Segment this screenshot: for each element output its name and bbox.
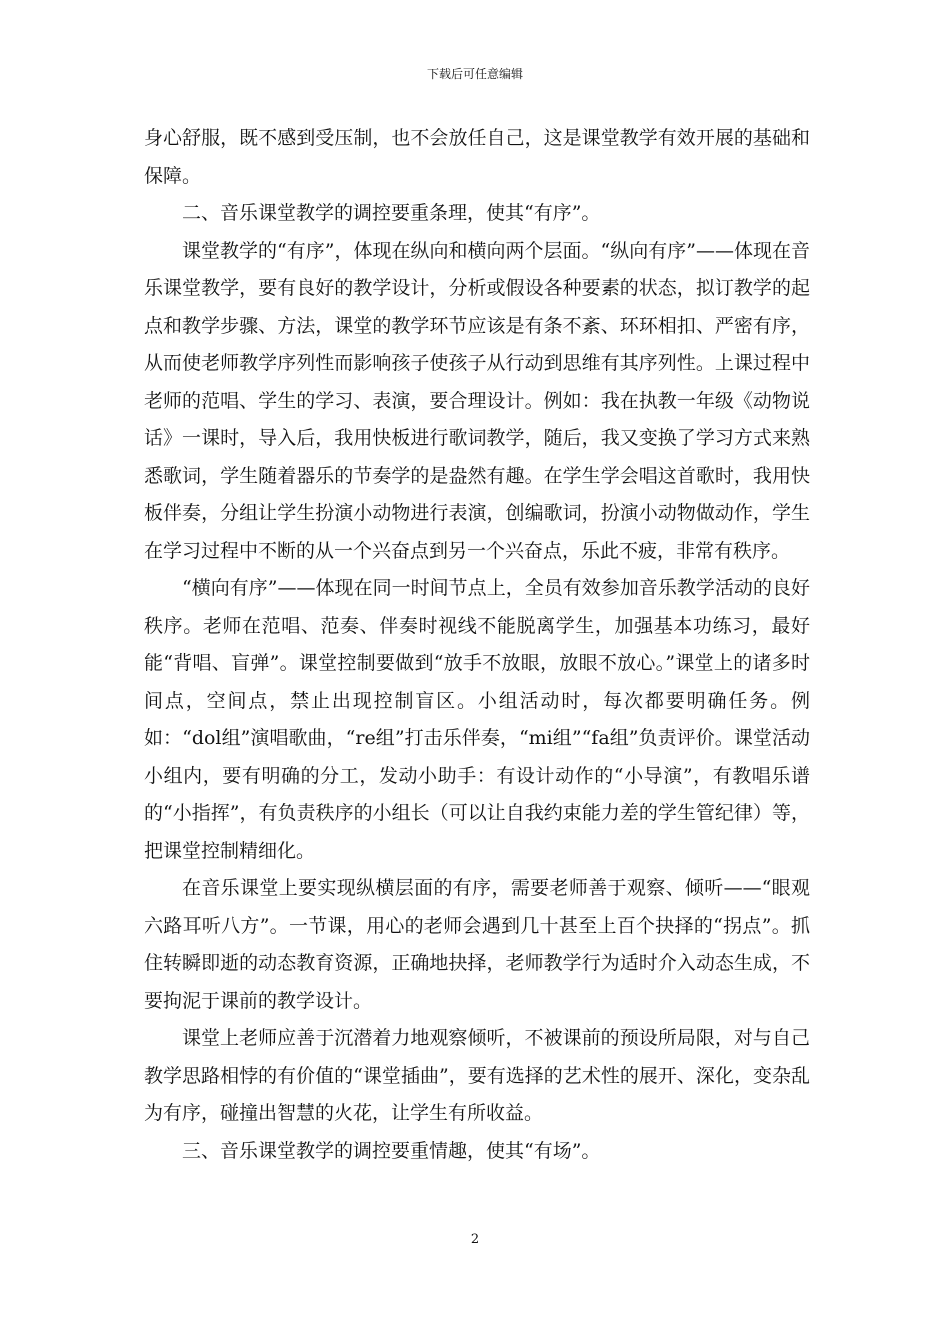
page-number: 2 xyxy=(470,1232,480,1247)
paragraph: 二、音乐课堂教学的调控要重条理，使其“有序”。 xyxy=(182,202,601,224)
paragraph: 课堂教学的“有序”，体现在纵向和横向两个层面。“纵向有序”——体现在音乐课堂教学，要有良好的教学设计，分析或假设各种要素的状态，拟订教学的起点和教学步骤、方法，课堂的教学环节应该是有条不紊、环环相扣、严密有序，从而使老师教学序列性而影响孩子使孩子从行动到思维有其序列性。上课过程中老师的范唱、学生的学习、表演，要合理设计。例如：我在执教一年级《动物说话》一课时，导入后，我用快板进行歌词教学，随后，我又变换了学习方式来熟悉歌词，学生随着器乐的节奏学的是盎然有趣。在学生学会唱这首歌时，我用快板伴奏，分组让学生扮演小动物进行表演，创编歌词，扮演小动物做动作，学生在学习过程中不断的从一个兴奋点到另一个兴奋点，乐此不疲，非常有秩序。 xyxy=(144,239,810,562)
paragraph: 身心舒服，既不感到受压制，也不会放任自己，这是课堂教学有效开展的基础和保障。 xyxy=(144,127,810,187)
page-header: 下载后可任意编辑 xyxy=(426,67,523,81)
paragraph: 课堂上老师应善于沉潜着力地观察倾听，不被课前的预设所局限，对与自己教学思路相悖的有价值的“课堂插曲”，要有选择的艺术性的展开、深化，变杂乱为有序，碰撞出智慧的火花，让学生有所收益。 xyxy=(144,1027,810,1124)
paragraph: 在音乐课堂上要实现纵横层面的有序，需要老师善于观察、倾听——“眼观六路耳听八方”。一节课，用心的老师会遇到几十甚至上百个抉择的“拐点”。抓住转瞬即逝的动态教育资源，正确地抉择，老师教学行为适时介入动态生成，不要拘泥于课前的教学设计。 xyxy=(144,877,810,1012)
paragraph: “横向有序”——体现在同一时间节点上，全员有效参加音乐教学活动的良好秩序。老师在范唱、范奏、伴奏时视线不能脱离学生，加强基本功练习，最好能“背唱、盲弹”。课堂控制要做到“放手不放眼，放眼不放心。”课堂上的诸多时间点，空间点，禁止出现控制盲区。小组活动时，每次都要明确任务。例如：“dol组”演唱歌曲，“re组”打击乐伴奏，“mi组”“fa组”负责评价。课堂活动小组内，要有明确的分工，发动小助手：有设计动作的“小导演”，有教唱乐谱的“小指挥”，有负责秩序的小组长（可以让自我约束能力差的学生管纪律）等，把课堂控制精细化。 xyxy=(144,577,810,862)
body-text xyxy=(144,120,810,1170)
paragraph: 三、音乐课堂教学的调控要重情趣，使其“有场”。 xyxy=(182,1139,601,1162)
